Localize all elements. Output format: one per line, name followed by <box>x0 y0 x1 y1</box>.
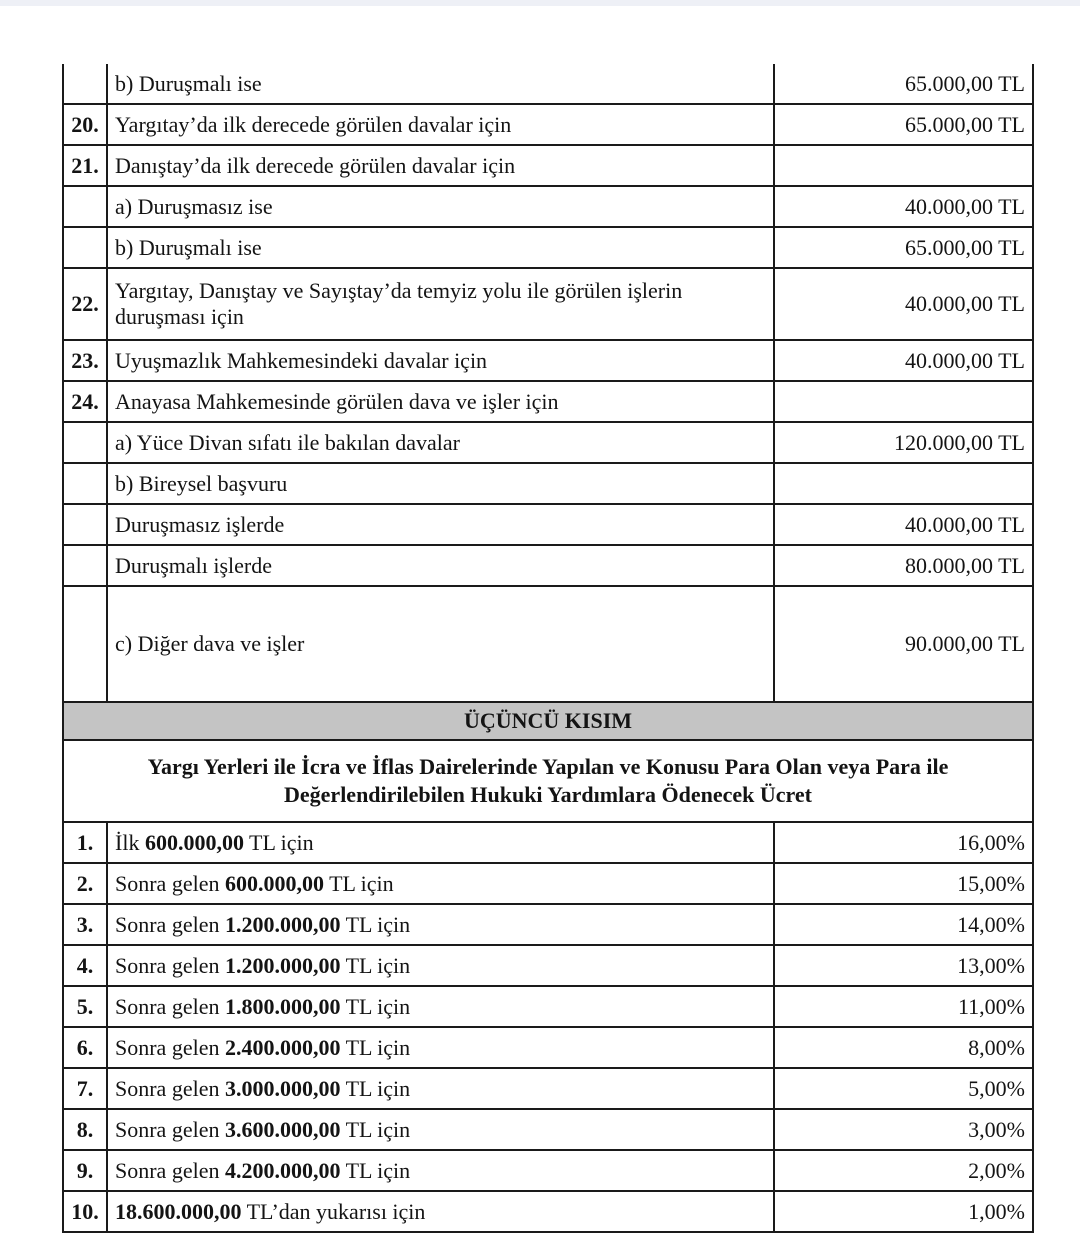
tier-number: 4. <box>63 945 107 986</box>
item-number <box>63 186 107 227</box>
item-number <box>63 463 107 504</box>
item-number <box>63 422 107 463</box>
fee-table <box>62 64 1034 1233</box>
tier-number: 5. <box>63 986 107 1027</box>
tier-description <box>107 1150 774 1191</box>
item-number <box>63 227 107 268</box>
item-amount: 65.000,00 TL <box>774 64 1033 104</box>
tier-number: 8. <box>63 1109 107 1150</box>
item-number <box>63 545 107 586</box>
item-amount: 40.000,00 TL <box>774 186 1033 227</box>
tier-prefix: Sonra gelen <box>115 1116 225 1142</box>
table-row <box>63 545 1033 586</box>
table-row <box>63 104 1033 145</box>
table-row <box>63 463 1033 504</box>
tier-amount: 1.200.000,00 <box>224 911 341 937</box>
table-row <box>63 227 1033 268</box>
tier-prefix: Sonra gelen <box>115 952 225 978</box>
tier-description <box>107 1191 774 1232</box>
item-description: b) Bireysel başvuru <box>107 463 774 504</box>
table-row <box>63 64 1033 104</box>
tier-suffix: TL için <box>340 952 411 978</box>
tier-number: 2. <box>63 863 107 904</box>
item-amount: 65.000,00 TL <box>774 104 1033 145</box>
tier-suffix: TL için <box>340 1116 411 1142</box>
top-bar <box>0 0 1080 6</box>
item-amount: 80.000,00 TL <box>774 545 1033 586</box>
tier-number: 3. <box>63 904 107 945</box>
item-amount: 65.000,00 TL <box>774 227 1033 268</box>
table-row <box>63 904 1033 945</box>
item-description: b) Duruşmalı ise <box>107 64 774 104</box>
tier-rate: 5,00% <box>774 1068 1033 1109</box>
table-row <box>63 504 1033 545</box>
tier-rate: 2,00% <box>774 1150 1033 1191</box>
section-title: ÜÇÜNCÜ KISIM <box>63 702 1033 740</box>
tier-rate: 8,00% <box>774 1027 1033 1068</box>
tier-rate: 13,00% <box>774 945 1033 986</box>
tier-description <box>107 822 774 863</box>
tier-amount: 600.000,00 <box>144 829 244 855</box>
item-description: Uyuşmazlık Mahkemesindeki davalar için <box>107 340 774 381</box>
tier-description <box>107 1027 774 1068</box>
tier-amount: 600.000,00 <box>224 870 324 896</box>
section-subtitle <box>63 740 1033 822</box>
table-row <box>63 422 1033 463</box>
item-description: b) Duruşmalı ise <box>107 227 774 268</box>
item-number: 20. <box>63 104 107 145</box>
tier-amount: 1.800.000,00 <box>224 993 341 1019</box>
tier-number: 7. <box>63 1068 107 1109</box>
item-number: 21. <box>63 145 107 186</box>
tier-description <box>107 945 774 986</box>
tier-number: 6. <box>63 1027 107 1068</box>
table-row <box>63 340 1033 381</box>
tier-suffix: TL için <box>340 911 411 937</box>
tier-suffix: TL için <box>340 1075 411 1101</box>
item-description: a) Yüce Divan sıfatı ile bakılan davalar <box>107 422 774 463</box>
tier-suffix: TL için <box>340 1034 411 1060</box>
table-row <box>63 268 1033 340</box>
section-three-header <box>63 702 1033 822</box>
item-amount: 40.000,00 TL <box>774 268 1033 340</box>
tier-prefix: Sonra gelen <box>115 993 225 1019</box>
tier-prefix: Sonra gelen <box>115 1157 225 1183</box>
table-row <box>63 186 1033 227</box>
tier-prefix: İlk <box>115 829 145 855</box>
item-description: Yargıtay, Danıştay ve Sayıştay’da temyiz yolu ile görülen işlerin duruşması için <box>107 268 774 340</box>
item-number: 22. <box>63 268 107 340</box>
tier-amount: 18.600.000,00 <box>115 1198 242 1224</box>
tier-suffix: TL için <box>340 1157 411 1183</box>
fee-table-top <box>63 64 1033 702</box>
item-amount <box>774 381 1033 422</box>
item-number <box>63 586 107 702</box>
item-amount: 90.000,00 TL <box>774 586 1033 702</box>
tier-rate: 1,00% <box>774 1191 1033 1232</box>
table-row <box>63 1027 1033 1068</box>
table-row <box>63 822 1033 863</box>
tier-amount: 2.400.000,00 <box>224 1034 341 1060</box>
item-amount <box>774 145 1033 186</box>
tier-prefix: Sonra gelen <box>115 1034 225 1060</box>
tier-rate: 14,00% <box>774 904 1033 945</box>
table-row <box>63 1109 1033 1150</box>
table-row <box>63 1150 1033 1191</box>
tier-prefix: Sonra gelen <box>115 1075 225 1101</box>
item-amount: 120.000,00 TL <box>774 422 1033 463</box>
item-description: Anayasa Mahkemesinde görülen dava ve işler için <box>107 381 774 422</box>
tier-suffix: TL için <box>243 829 314 855</box>
tier-description <box>107 904 774 945</box>
item-amount: 40.000,00 TL <box>774 504 1033 545</box>
table-row <box>63 1191 1033 1232</box>
tier-rate: 3,00% <box>774 1109 1033 1150</box>
tier-rate: 16,00% <box>774 822 1033 863</box>
table-row <box>63 145 1033 186</box>
table-row <box>63 381 1033 422</box>
table-row <box>63 586 1033 702</box>
item-number: 23. <box>63 340 107 381</box>
tier-rate: 15,00% <box>774 863 1033 904</box>
section-subtitle-line-1: Yargı Yerleri ile İcra ve İflas Dairelerinde Yapılan ve Konusu Para Olan veya Para ile <box>147 754 949 779</box>
item-description: a) Duruşmasız ise <box>107 186 774 227</box>
tier-prefix: Sonra gelen <box>115 870 225 896</box>
item-number: 24. <box>63 381 107 422</box>
tier-description <box>107 986 774 1027</box>
tier-description <box>107 1109 774 1150</box>
item-description: Duruşmalı işlerde <box>107 545 774 586</box>
table-row <box>63 863 1033 904</box>
tier-rate: 11,00% <box>774 986 1033 1027</box>
item-description: Duruşmasız işlerde <box>107 504 774 545</box>
tier-amount: 3.000.000,00 <box>224 1075 341 1101</box>
item-description: Danıştay’da ilk derecede görülen davalar için <box>107 145 774 186</box>
item-number <box>63 504 107 545</box>
tier-description <box>107 1068 774 1109</box>
item-number <box>63 64 107 104</box>
tier-number: 10. <box>63 1191 107 1232</box>
item-amount <box>774 463 1033 504</box>
tier-amount: 4.200.000,00 <box>224 1157 341 1183</box>
item-description: c) Diğer dava ve işler <box>107 586 774 702</box>
tier-number: 1. <box>63 822 107 863</box>
item-amount: 40.000,00 TL <box>774 340 1033 381</box>
item-description: Yargıtay’da ilk derecede görülen davalar için <box>107 104 774 145</box>
tier-number: 9. <box>63 1150 107 1191</box>
section-subtitle-line-2: Değerlendirilebilen Hukuki Yardımlara Ödenecek Ücret <box>284 782 812 807</box>
tier-suffix: TL için <box>323 870 394 896</box>
tier-suffix: TL için <box>340 993 411 1019</box>
tier-suffix: TL’dan yukarısı için <box>241 1198 426 1224</box>
section-title-row <box>63 702 1033 740</box>
table-row <box>63 945 1033 986</box>
section-subtitle-row <box>63 740 1033 822</box>
tier-amount: 3.600.000,00 <box>224 1116 341 1142</box>
tier-amount: 1.200.000,00 <box>224 952 341 978</box>
tier-prefix: Sonra gelen <box>115 911 225 937</box>
table-row <box>63 1068 1033 1109</box>
fee-table-bottom <box>63 822 1033 1232</box>
table-row <box>63 986 1033 1027</box>
tier-description <box>107 863 774 904</box>
